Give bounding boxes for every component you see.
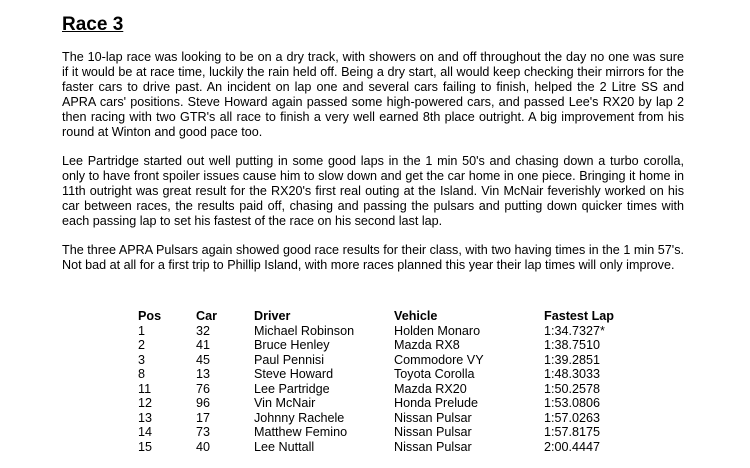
cell-car: 76: [196, 381, 211, 396]
cell-vehicle: Nissan Pulsar: [394, 410, 472, 425]
cell-vehicle: Nissan Pulsar: [394, 439, 472, 454]
cell-driver: Steve Howard: [254, 367, 334, 381]
cell-vehicle: Mazda RX20: [394, 381, 467, 396]
cell-car: 13: [196, 367, 211, 381]
cell-fastest-lap: 1:53.0806: [544, 396, 601, 410]
table-row: [138, 440, 654, 455]
cell-driver: Lee Partridge: [254, 381, 330, 396]
cell-pos: 11: [138, 381, 152, 396]
cell-vehicle: Honda Prelude: [394, 396, 479, 410]
cell-pos: 12: [138, 396, 153, 410]
document-body: [62, 14, 684, 287]
cell-pos: 3: [138, 352, 146, 367]
cell-pos: 8: [138, 367, 146, 381]
cell-driver: Matthew Femino: [254, 425, 348, 439]
cell-car: 40: [196, 439, 211, 454]
cell-vehicle: Toyota Corolla: [394, 367, 475, 381]
cell-pos: 13: [138, 410, 153, 425]
table-row: [138, 382, 654, 397]
header-car: Car: [196, 309, 217, 323]
cell-fastest-lap: 2:00.4447: [544, 439, 601, 454]
cell-car: 41: [196, 338, 211, 352]
cell-driver: Lee Nuttall: [254, 439, 315, 454]
cell-pos: 2: [138, 338, 146, 352]
cell-vehicle: Holden Monaro: [394, 323, 481, 338]
cell-pos: 15: [138, 439, 153, 454]
table-row: [138, 411, 654, 426]
page-title: Race 3: [62, 14, 124, 35]
cell-car: 45: [196, 352, 211, 367]
table-row: [138, 396, 654, 411]
cell-fastest-lap: 1:48.3033: [544, 367, 601, 381]
cell-fastest-lap: 1:57.8175: [544, 425, 601, 439]
cell-fastest-lap: 1:38.7510: [544, 338, 601, 352]
cell-fastest-lap: 1:39.2851: [544, 352, 601, 367]
cell-driver: Johnny Rachele: [254, 410, 345, 425]
cell-fastest-lap: 1:57.0263: [544, 410, 601, 425]
cell-driver: Vin McNair: [254, 396, 316, 410]
paragraph-1: The 10-lap race was looking to be on a dry track, with showers on and off throughout the day no one was sure if it would be at race time, luckily the rain held off. Being a dry start, all would keep checking their mirrors for the faster cars to drive past. An incident on lap one and several cars failing to finish, helped the 2 Litre SS and APRA cars' positions. Steve Howard again passed some high-powered cars, and passed Lee's RX20 by lap 2 then racing with two GTR's all race to finish a very well earned 8th place outright. A big improvement from his round at Winton and good pace too.: [62, 50, 684, 139]
cell-car: 96: [196, 396, 211, 410]
table-row: [138, 324, 654, 339]
header-pos: Pos: [138, 309, 162, 323]
paragraph-3: The three APRA Pulsars again showed good race results for their class, with two having times in the 1 min 57's. Not bad at all for a first trip to Phillip Island, with more races planned this year their lap times will only improve.: [62, 243, 684, 272]
cell-fastest-lap: 1:50.2578: [544, 381, 601, 396]
cell-driver: Bruce Henley: [254, 338, 330, 352]
cell-car: 32: [196, 323, 211, 338]
cell-car: 73: [196, 425, 211, 439]
cell-vehicle: Commodore VY: [394, 352, 484, 367]
header-driver: Driver: [254, 309, 291, 323]
cell-car: 17: [196, 410, 211, 425]
table-row: [138, 367, 654, 382]
cell-driver: Michael Robinson: [254, 323, 355, 338]
results-table: [138, 309, 654, 454]
cell-vehicle: Nissan Pulsar: [394, 425, 472, 439]
results-header-row: [138, 309, 654, 324]
header-vehicle: Vehicle: [394, 309, 438, 323]
paragraph-2: Lee Partridge started out well putting in some good laps in the 1 min 50's and chasing down a turbo corolla, only to have front spoiler issues cause him to slow down and get the car home in one piece. Bringing it home in 11th outright was great result for the RX20's first real outing at the Island. Vin McNair feverishly worked on his car between races, the results paid off, chasing and passing the pulsars and putting down quicker times with each passing lap to set his fastest of the race on his second last lap.: [62, 154, 684, 228]
cell-pos: 14: [138, 425, 153, 439]
table-row: [138, 338, 654, 353]
table-row: [138, 353, 654, 368]
cell-pos: 1: [138, 323, 146, 338]
cell-fastest-lap: 1:34.7327*: [544, 323, 605, 338]
table-row: [138, 425, 654, 440]
cell-driver: Paul Pennisi: [254, 352, 325, 367]
cell-vehicle: Mazda RX8: [394, 338, 460, 352]
header-fastest-lap: Fastest Lap: [544, 309, 614, 323]
